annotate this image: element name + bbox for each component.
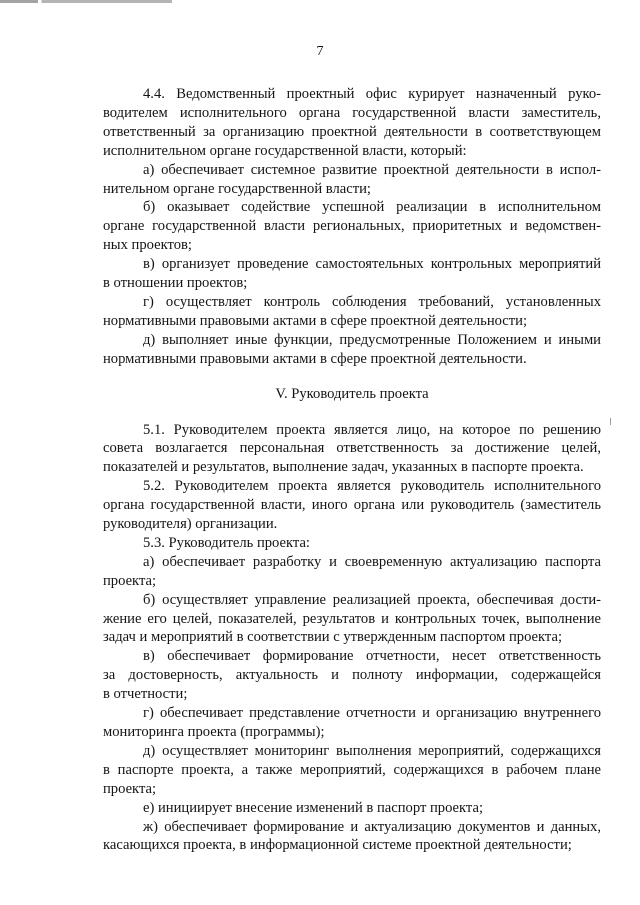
text-line: в паспорте проекта, а также мероприятий, содержащихся в рабочем плане <box>103 761 601 778</box>
text-line: в) организует проведение самостоятельных контрольных мероприятий <box>143 256 601 273</box>
paragraph <box>103 591 601 648</box>
paragraph <box>103 161 601 199</box>
text-line: ответственный за организацию проектной деятельности в соответствующем <box>103 123 601 140</box>
paragraph <box>103 799 601 818</box>
text-line: руководителя) организации. <box>103 516 278 533</box>
paragraph <box>103 818 601 856</box>
text-line: в отчетности; <box>103 686 188 703</box>
text-line: касающихся проекта, в информационной системе проектной деятельности; <box>103 837 572 854</box>
paragraph <box>103 647 601 704</box>
document-body <box>103 85 601 855</box>
paragraph <box>103 255 601 293</box>
paragraph <box>103 293 601 331</box>
text-line: а) обеспечивает разработку и своевременную актуализацию паспорта <box>143 553 601 570</box>
section-4-4 <box>103 85 601 369</box>
text-line: водителем исполнительного органа государственной власти заместитель, <box>103 104 601 121</box>
text-line: ж) обеспечивает формирование и актуализацию документов и данных, <box>143 818 601 835</box>
scan-edge-mark <box>0 0 172 3</box>
section-heading: V. Руководитель проекта <box>275 385 429 402</box>
text-line: г) обеспечивает представление отчетности и организацию внутреннего <box>143 705 601 722</box>
scan-artifact <box>610 418 611 425</box>
text-line: нительном органе государственной власти; <box>103 180 371 197</box>
text-line: б) оказывает содействие успешной реализации в исполнительном <box>143 199 601 216</box>
text-line: 4.4. Ведомственный проектный офис курирует назначенный руко- <box>143 86 601 102</box>
text-line: за достоверность, актуальность и полноту информации, содержащейся <box>103 667 601 684</box>
text-line: ных проектов; <box>103 237 192 254</box>
text-line: г) осуществляет контроль соблюдения требований, установленных <box>143 293 601 310</box>
text-line: показателей и результатов, выполнение задач, указанных в паспорте проекта. <box>103 459 584 476</box>
text-line: исполнительном органе государственной власти, который: <box>103 142 467 159</box>
text-line: б) осуществляет управление реализацией проекта, обеспечивая дости- <box>143 591 601 608</box>
text-line: а) обеспечивает системное развитие проектной деятельности в испол- <box>143 161 601 178</box>
text-line: нормативными правовыми актами в сфере проектной деятельности. <box>103 350 527 367</box>
text-line: в отношении проектов; <box>103 275 248 292</box>
paragraph <box>103 742 601 799</box>
text-line: 5.3. Руководитель проекта: <box>143 534 310 551</box>
text-line: органе государственной власти региональных, приоритетных и ведомствен- <box>103 218 601 235</box>
text-line: 5.2. Руководителем проекта является руководитель исполнительного <box>143 478 601 495</box>
paragraph <box>103 421 601 478</box>
section-5 <box>103 421 601 856</box>
paragraph <box>103 331 601 369</box>
text-line: д) осуществляет мониторинг выполнения мероприятий, содержащихся <box>143 742 601 759</box>
text-line: мониторинга проекта (программы); <box>103 724 325 740</box>
paragraph <box>103 85 601 161</box>
text-line: жение его целей, показателей, результатов и контрольных точек, выполнение <box>103 610 601 627</box>
text-line: задач и мероприятий в соответствии с утвержденным паспортом проекта; <box>103 629 563 646</box>
text-line: в) обеспечивает формирование отчетности, несет ответственность <box>143 648 601 665</box>
text-line: совета возлагается персональная ответственность за достижение целей, <box>103 440 601 457</box>
text-line: проекта; <box>103 780 157 797</box>
paragraph <box>103 534 601 553</box>
paragraph <box>103 704 601 742</box>
page-number: 7 <box>316 44 324 59</box>
text-line: е) инициирует внесение изменений в паспорт проекта; <box>143 799 484 816</box>
text-line: проекта; <box>103 572 157 589</box>
text-line: д) выполняет иные функции, предусмотренные Положением и иными <box>143 331 601 348</box>
text-line: 5.1. Руководителем проекта является лицо, на которое по решению <box>143 421 601 438</box>
paragraph <box>103 198 601 255</box>
text-line: органа государственной власти, иного органа или руководитель (заместитель <box>103 497 601 514</box>
text-line: нормативными правовыми актами в сфере проектной деятельности; <box>103 312 528 329</box>
paragraph <box>103 553 601 591</box>
paragraph <box>103 477 601 534</box>
